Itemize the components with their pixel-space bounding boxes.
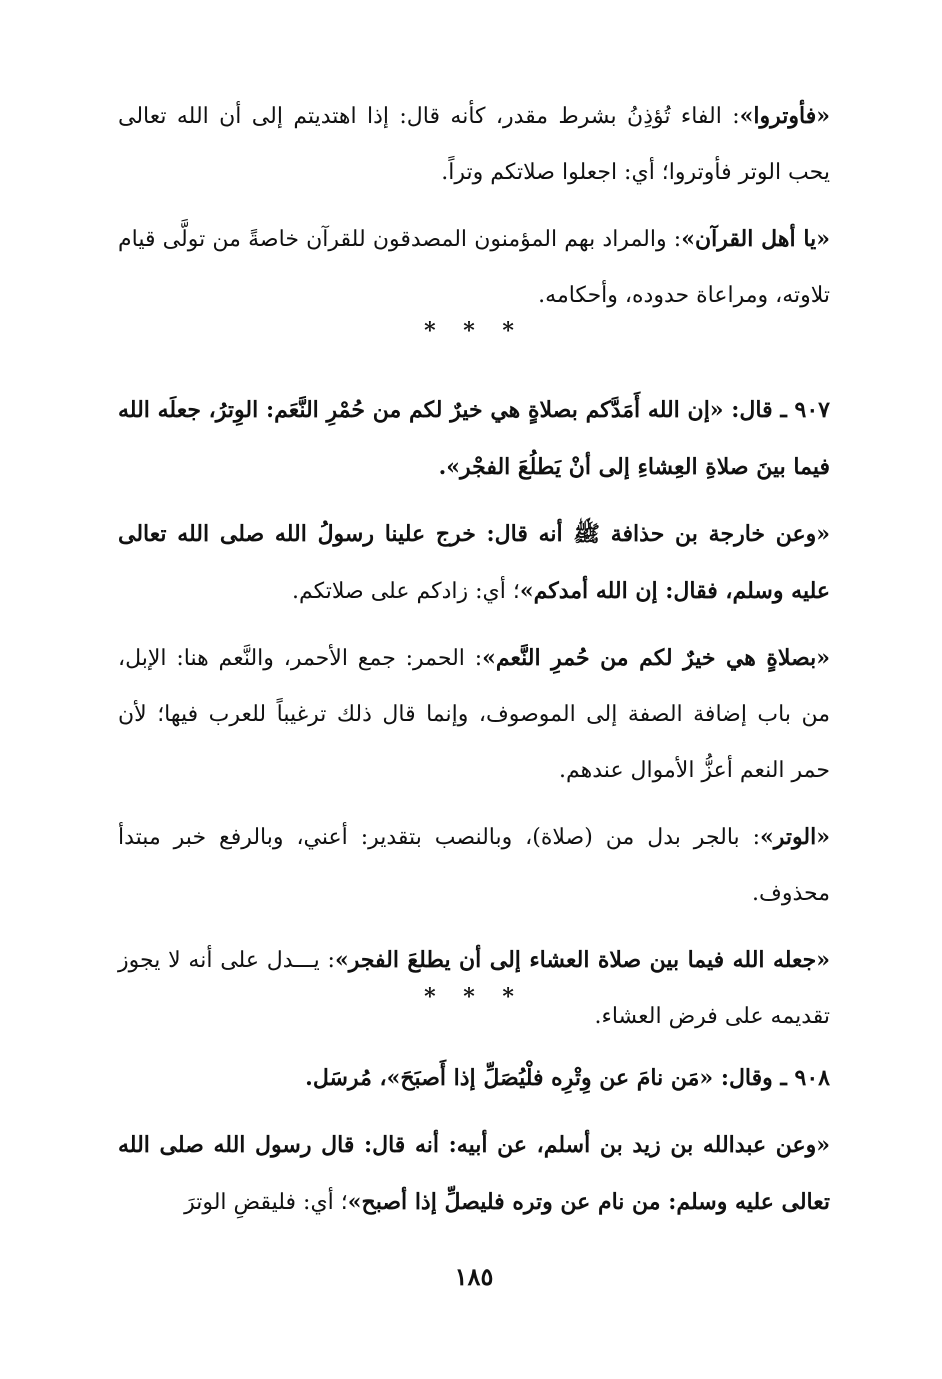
paragraph-text: : الحمر: جمع الأحمر، والنَّعم هنا: الإبل، من باب إضافة الصفة إلى الموصوف، وإنما قال ذلك ترغيباً للعرب فيها؛ لأن حمر النعم أعزُّ الأموال عندهم. — [118, 646, 830, 783]
text-block-middle — [118, 382, 830, 1045]
paragraph-term: «بصلاةٍ هي خيرٌ لكم من حُمرِ النَّعم» — [482, 645, 830, 671]
hadith-text: ٩٠٧ ـ قال: «إن الله أَمَدَّكم بصلاةٍ هي خيرٌ لكم من حُمْرِ النَّعَم: الوِترُ، جعلَه الله فيما بينَ صلاةِ العِشاءِ إلى أنْ يَطلُعَ الفجْر». — [118, 397, 830, 480]
section-separator: * * * — [424, 318, 524, 344]
paragraph-text: ؛ أي: زادكم على صلاتكم. — [292, 579, 520, 604]
paragraph-term: «يا أهل القرآن» — [681, 226, 831, 252]
paragraph-abdullah-ibn-zayd — [118, 1117, 830, 1231]
paragraph-text: : والمراد بهم المؤمنون المصدقون للقرآن خاصةً من تولَّى قيام تلاوته، ومراعاة حدوده، وأحكامه. — [118, 227, 830, 308]
page-number: ١٨٥ — [454, 1262, 494, 1291]
hadith-907 — [118, 382, 830, 496]
hadith-text: ٩٠٨ ـ وقال: «مَن نامَ عن وِتْرِه فلْيُصَلِّ إذا أَصبَحَ»، مُرسَل. — [305, 1065, 830, 1091]
paragraph-text: : يـــدل على أنه لا يجوز تقديمه على فرض العشاء. — [118, 948, 830, 1029]
paragraph-text: ؛ أي: فليقضِ الوترَ — [184, 1190, 348, 1215]
hadith-908 — [118, 1050, 830, 1107]
section-separator: * * * — [424, 984, 524, 1010]
paragraph-term: «جعله الله فيما بين صلاة العشاء إلى أن يطلعَ الفجر» — [334, 947, 830, 973]
paragraph-humr-alnaam — [118, 630, 830, 799]
paragraph-text: : بالجر بدل من (صلاة)، وبالنصب بتقدير: أعني، وبالرفع خبر مبتدأ محذوف. — [118, 825, 830, 906]
paragraph-term: «فأوتروا» — [739, 103, 830, 129]
paragraph-term: «الوتر» — [760, 824, 830, 850]
paragraph-term: : من نام عن وتره فليصلِّ إذا أصبح» — [347, 1189, 677, 1215]
paragraph-term: «وعن عبدالله بن زيد بن أسلم، عن أبيه: أنه قال: قال رسول الله صلى الله تعالى عليه وسلم — [118, 1132, 830, 1215]
paragraph-fa-awtiru — [118, 88, 830, 201]
paragraph-alwitr — [118, 809, 830, 922]
paragraph-term: «وعن خارجة بن حذافة ﷺ أنه قال: خرج علينا رسولُ الله صلى الله تعالى عليه وسلم، فقال: إن الله أمدكم» — [118, 521, 830, 604]
text-block-top — [118, 88, 830, 324]
paragraph-text: : الفاء تُؤذِنُ بشرط مقدر، كأنه قال: إذا اهتديتم إلى أن الله تعالى يحب الوتر فأوتروا؛ أي: اجعلوا صلاتكم وتراً. — [118, 104, 830, 185]
text-block-bottom — [118, 1050, 830, 1231]
paragraph-kharija — [118, 506, 830, 620]
paragraph-ya-ahl-alquran — [118, 211, 830, 324]
